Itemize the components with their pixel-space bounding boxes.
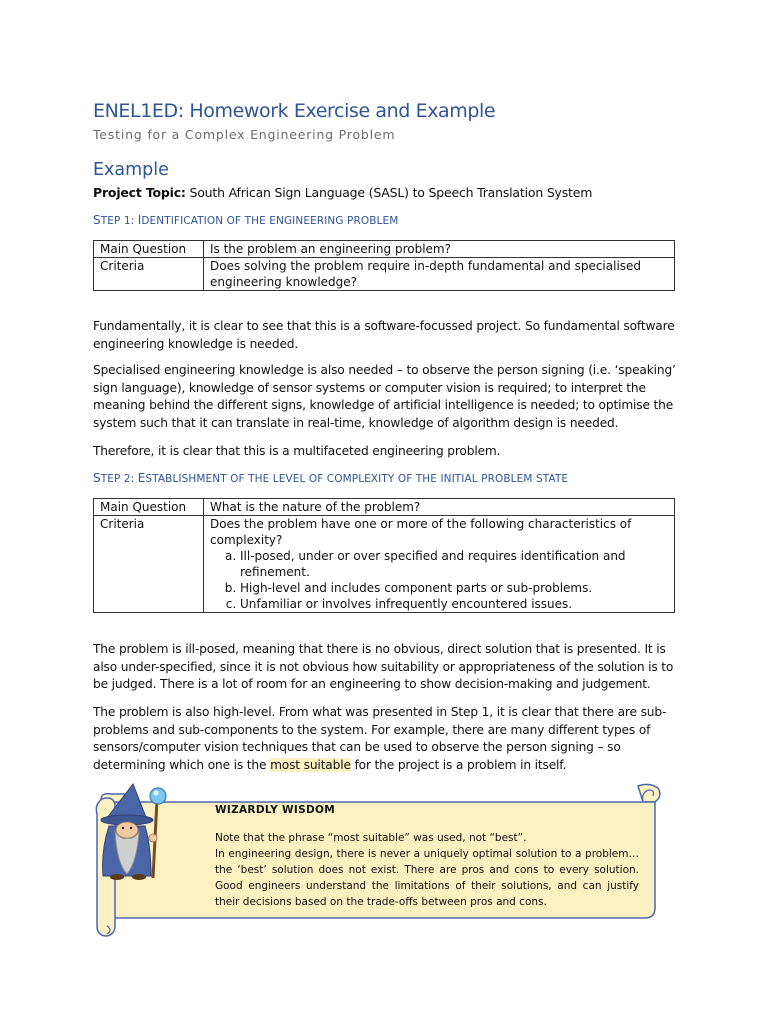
step1-heading: STEP 1: IDENTIFICATION OF THE ENGINEERING PROBLEM [93, 213, 399, 227]
project-topic-value: South African Sign Language (SASL) to Speech Translation System [189, 185, 593, 200]
list-item: b. High-level and includes component parts or sub-problems. [240, 580, 668, 596]
criteria-intro: Does the problem have one or more of the following characteristics of complexity? [210, 517, 632, 547]
table-cell-key: Criteria [94, 516, 204, 613]
step2-paragraph: The problem is ill-posed, meaning that there is no obvious, direct solution that is presented. It is also under-specified, since it is not obvious how suitability or appropriateness of the solution is to be judged. There is a lot of room for an engineering to show decision-making and judgement. [93, 642, 674, 691]
criteria-list [210, 548, 668, 612]
wisdom-scroll [93, 780, 663, 938]
list-item: c. Unfamiliar or involves infrequently encountered issues. [240, 596, 668, 612]
table-cell-key: Main Question [94, 241, 204, 258]
table-cell-value: Is the problem an engineering problem? [204, 241, 675, 258]
project-topic [93, 185, 592, 200]
wisdom-line: In engineering design, there is never a uniquely optimal solution to a problem… the ‘best’ solution does not exist. There are pros and cons to every solution. Good engineers understand the limitations of their solutions, and can justify their decisions based on the trade-offs between pros and cons. [215, 848, 639, 908]
table-cell-key: Criteria [94, 258, 204, 291]
table-cell-value [204, 516, 675, 613]
project-topic-label: Project Topic: [93, 185, 186, 200]
table-cell-value: What is the nature of the problem? [204, 499, 675, 516]
table-row [94, 241, 675, 258]
step1-paragraph: Therefore, it is clear that this is a multifaceted engineering problem. [93, 444, 501, 458]
example-heading: Example [93, 160, 169, 180]
step2-paragraph: The problem is also high-level. From what was presented in Step 1, it is clear that there are sub-problems and sub-components to the system. For example, there are many different types of sensors/computer vision techniques that can be used to observe the person signing – so determining which one is the most suitable for the project is a problem in itself. [93, 705, 667, 772]
wisdom-title: WIZARDLY WISDOM [215, 804, 335, 816]
document-subtitle: Testing for a Complex Engineering Problem [93, 127, 396, 142]
table-row [94, 516, 675, 613]
step2-heading: STEP 2: ESTABLISHMENT OF THE LEVEL OF COMPLEXITY OF THE INITIAL PROBLEM STATE [93, 471, 569, 485]
step2-table [93, 498, 675, 613]
table-cell-key: Main Question [94, 499, 204, 516]
step1-table [93, 240, 675, 291]
wisdom-text [215, 830, 639, 910]
highlighted-phrase: most suitable [270, 757, 351, 772]
table-row [94, 258, 675, 291]
table-row [94, 499, 675, 516]
wisdom-line: Note that the phrase “most suitable” was used, not “best”. [215, 832, 527, 844]
table-cell-value: Does solving the problem require in-depth fundamental and specialised engineering knowledge? [204, 258, 675, 291]
document-title: ENEL1ED: Homework Exercise and Example [93, 100, 496, 122]
step1-paragraph: Fundamentally, it is clear to see that this is a software-focussed project. So fundamental software engineering knowledge is needed. [93, 319, 675, 351]
wizard-icon [93, 780, 179, 880]
step1-paragraph: Specialised engineering knowledge is also needed – to observe the person signing (i.e. ‘speaking’ sign language), knowledge of sensor systems or computer vision is required; to interpret the meaning behind the different signs, knowledge of artificial intelligence is needed; to optimise the system such that it can translate in real-time, knowledge of algorithm design is needed. [93, 363, 676, 430]
list-item: a. Ill-posed, under or over specified and requires identification and refinement. [240, 548, 668, 580]
